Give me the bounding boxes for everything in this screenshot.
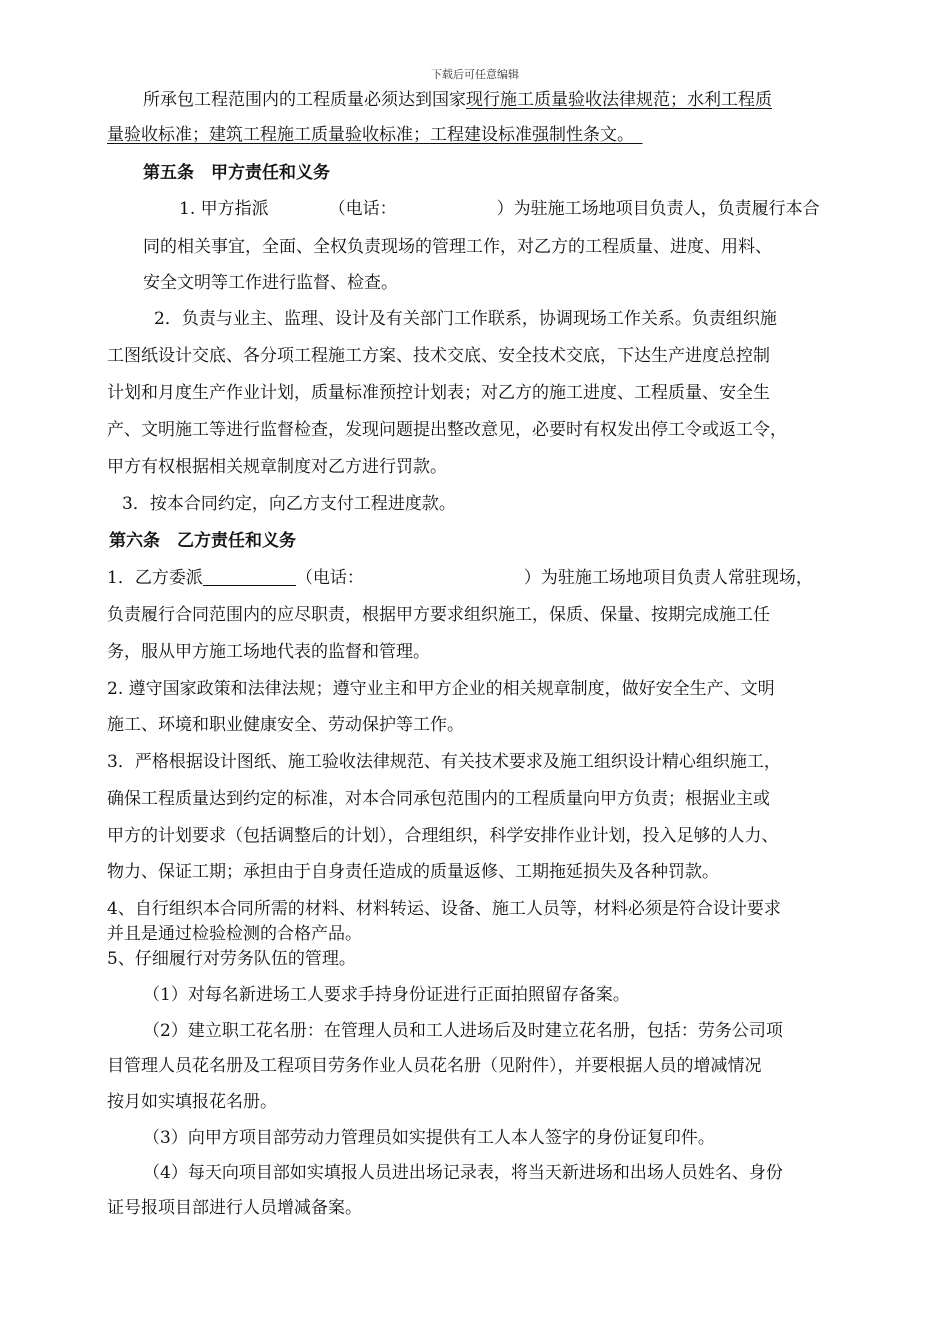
art5-item1-line2: 同的相关事宜，全面、全权负责现场的管理工作，对乙方的工程质量、进度、用料、: [143, 237, 772, 257]
art5-item1-line3: 安全文明等工作进行监督、检查。: [143, 273, 398, 293]
art6-sub3: （3）向甲方项目部劳动力管理员如实提供有工人本人签字的身份证复印件。: [143, 1128, 715, 1148]
art5-item2-line1: 2．负责与业主、监理、设计及有关部门工作联系，协调现场工作关系。负责组织施: [154, 309, 777, 329]
blank-line: [203, 567, 296, 586]
art5-item2-line3: 计划和月度生产作业计划，质量标准预控计划表；对乙方的施工进度、工程质量、安全生: [107, 383, 770, 403]
art6-sub2-line1: （2）建立职工花名册：在管理人员和工人进场后及时建立花名册，包括：劳务公司项: [143, 1021, 783, 1041]
art6-item2-line1: 2. 遵守国家政策和法律法规；遵守业主和甲方企业的相关规章制度，做好安全生产、文明: [107, 679, 775, 699]
article-6-title: 第六条 乙方责任和义务: [109, 531, 296, 551]
art6-sub1: （1）对每名新进场工人要求手持身份证进行正面拍照留存备案。: [143, 985, 630, 1005]
art6-item3-line4: 物力、保证工期；承担由于自身责任造成的质量返修、工期拖延损失及各种罚款。: [107, 862, 719, 882]
underlined-text: 量验收标准；建筑工程施工质量验收标准；工程建设标准强制性条文。: [107, 125, 626, 145]
art6-item3-line1: 3．严格根据设计图纸、施工验收法律规范、有关技术要求及施工组织设计精心组织施工，: [107, 752, 781, 772]
art5-item2-line5: 甲方有权根据相关规章制度对乙方进行罚款。: [107, 457, 447, 477]
art6-item2-line2: 施工、环境和职业健康安全、劳动保护等工作。: [107, 715, 464, 735]
art6-sub4-line1: （4）每天向项目部如实填报人员进出场记录表，将当天新进场和出场人员姓名、身份: [143, 1163, 783, 1183]
art5-item2-line4: 产、文明施工等进行监督检查，发现问题提出整改意见，必要时有权发出停工令或返工令，: [107, 420, 787, 440]
art6-item1-line3: 务，服从甲方施工场地代表的监督和管理。: [107, 642, 430, 662]
art6-sub4-line2: 证号报项目部进行人员增减备案。: [107, 1198, 362, 1218]
art6-sub2-line2: 目管理人员花名册及工程项目劳务作业人员花名册（见附件），并要根据人员的增减情况: [107, 1056, 762, 1076]
art6-item5: 5、仔细履行对劳务队伍的管理。: [107, 949, 356, 969]
art6-item1-line1: 1．乙方委派 （电话： ）为驻施工场地项目负责人常驻现场，: [107, 568, 813, 588]
article-5-title: 第五条 甲方责任和义务: [143, 163, 330, 183]
art6-item4-line2: 并且是通过检验检测的合格产品。: [107, 924, 362, 944]
art6-sub2-line3: 按月如实填报花名册。: [107, 1092, 277, 1112]
art5-item3: 3．按本合同约定，向乙方支付工程进度款。: [122, 494, 456, 514]
paragraph-line: 所承包工程范围内的工程质量必须达到国家现行施工质量验收法律规范；水利工程质: [143, 90, 772, 110]
art5-item1-line1: 1. 甲方指派 （电话： ）为驻施工场地项目负责人，负责履行本合: [179, 199, 820, 219]
art6-item1-line2: 负责履行合同范围内的应尽职责，根据甲方要求组织施工，保质、保量、按期完成施工任: [107, 605, 770, 625]
paragraph-line: [107, 124, 643, 146]
art6-item3-line2: 确保工程质量达到约定的标准，对本合同承包范围内的工程质量向甲方负责；根据业主或: [107, 789, 770, 809]
art6-item3-line3: 甲方的计划要求（包括调整后的计划），合理组织，科学安排作业计划，投入足够的人力、: [107, 826, 779, 846]
page-header: 下载后可任意编辑: [431, 68, 519, 81]
art6-item4-line1: 4、自行组织本合同所需的材料、材料转运、设备、施工人员等，材料必须是符合设计要求: [107, 899, 781, 919]
underlined-text: 现行施工质量验收法律规范；水利工程质: [466, 90, 772, 110]
art5-item2-line2: 工图纸设计交底、各分项工程施工方案、技术交底、安全技术交底，下达生产进度总控制: [107, 346, 770, 366]
